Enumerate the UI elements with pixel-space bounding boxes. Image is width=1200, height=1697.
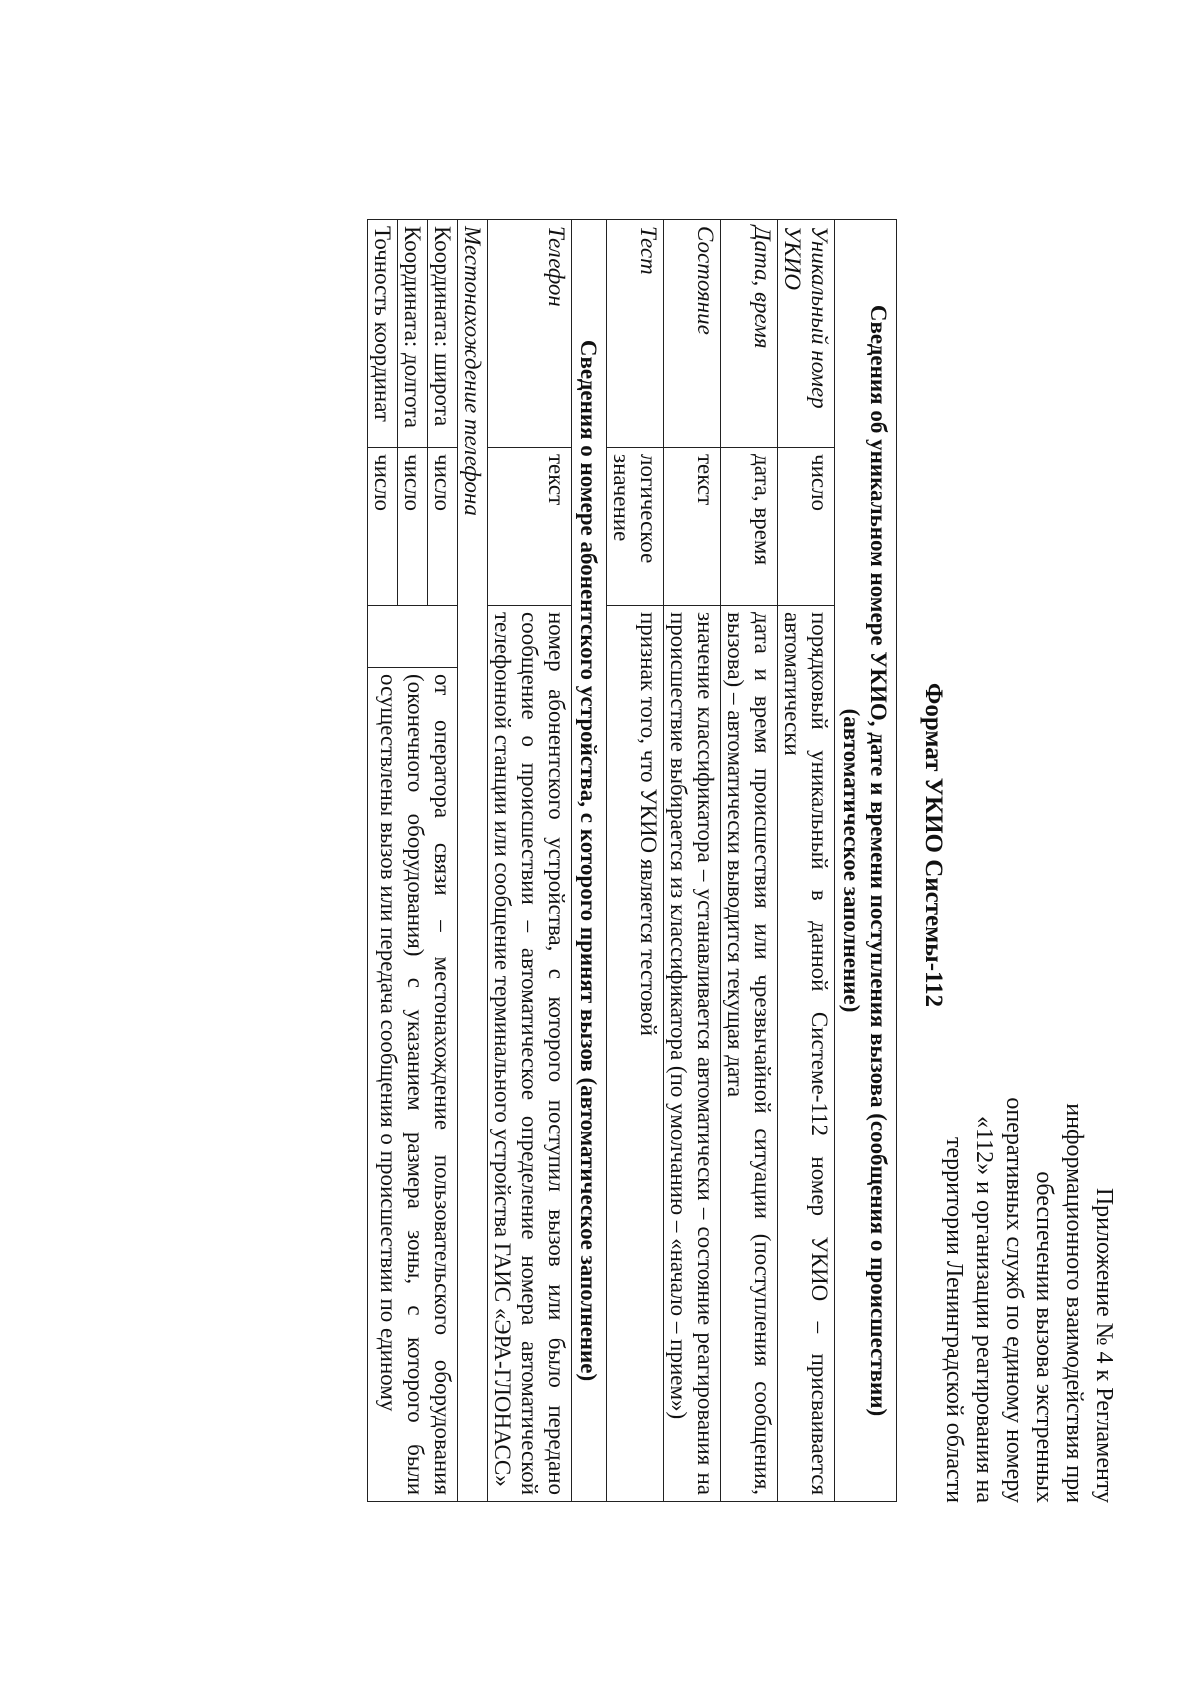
field-name: Состояние [664,220,721,448]
table-row [721,220,778,1502]
field-type: число [428,448,458,606]
table-row [428,220,458,1502]
table-row [607,220,664,1502]
field-type: дата, время [721,448,778,606]
appendix-line: обеспечении вызова экстренных [1031,1171,1057,1503]
field-name: Точность координат [368,220,398,448]
table-row [572,220,607,1502]
field-description: дата и время происшествия или чрезвычайной ситуации (поступления сообщения, вызова) – автоматически выводится текущая дата [721,606,778,1502]
ukio-format-table [367,219,897,1502]
appendix-line: «112» и организации реагирования на [971,1116,997,1503]
appendix-note [939,1033,1119,1503]
location-description: от оператора связи – местонахождение пользовательского оборудования (оконечного оборудования) с указанием размера зоны, с которого были осуществлены вызов или передача сообщения о происшествии по единому [368,668,458,1502]
field-type: текст [488,448,572,606]
field-type: текст [664,448,721,606]
subsection-header: Местонахождение телефона [458,220,488,1502]
table-row [835,220,897,1502]
document-title: Формат УКИО Системы-112 [920,682,947,1008]
field-description: признак того, что УКИО является тестовой [607,606,664,1502]
table-row [488,220,572,1502]
table-row [458,220,488,1502]
table-row [778,220,835,1502]
appendix-line: оперативных служб по единому номеру [1001,1097,1027,1503]
field-name: Телефон [488,220,572,448]
field-description: порядковый уникальный в данной Системе-112 номер УКИО – присваивается автоматически [778,606,835,1502]
section-header: Сведения об уникальном номере УКИО, дате и времени поступления вызова (сообщения о происшествии) (автоматическое заполнение) [835,220,897,1502]
location-spacer-cell [368,606,458,668]
appendix-line: Приложение № 4 к Регламенту [1091,1187,1117,1503]
field-type: число [368,448,398,606]
rotated-document-page [65,65,1145,1625]
field-description: значение классификатора – устанавливается автоматически – состояние реагирования на происшествие выбирается из классификатора (по умолчанию – «начало – прием») [664,606,721,1502]
field-name: Уникальный номер УКИО [778,220,835,448]
field-type: число [398,448,428,606]
appendix-line: территории Ленинградской области [941,1136,967,1503]
field-name: Координата: широта [428,220,458,448]
field-name: Дата, время [721,220,778,448]
table-row [664,220,721,1502]
appendix-line: информационного взаимодействия при [1061,1103,1087,1503]
field-description: номер абонентского устройства, с которого поступил вызов или было передано сообщение о происшествии – автоматическое определение номера автоматической телефонной станции или сообщение терминального устройства ГАИС «ЭРА-ГЛОНАСС» [488,606,572,1502]
field-name: Координата: долгота [398,220,428,448]
field-type: число [778,448,835,606]
section-header: Сведения о номере абонентского устройства, с которого принят вызов (автоматическое заполнение) [572,220,607,1502]
field-name: Тест [607,220,664,448]
field-type: логическое значение [607,448,664,606]
